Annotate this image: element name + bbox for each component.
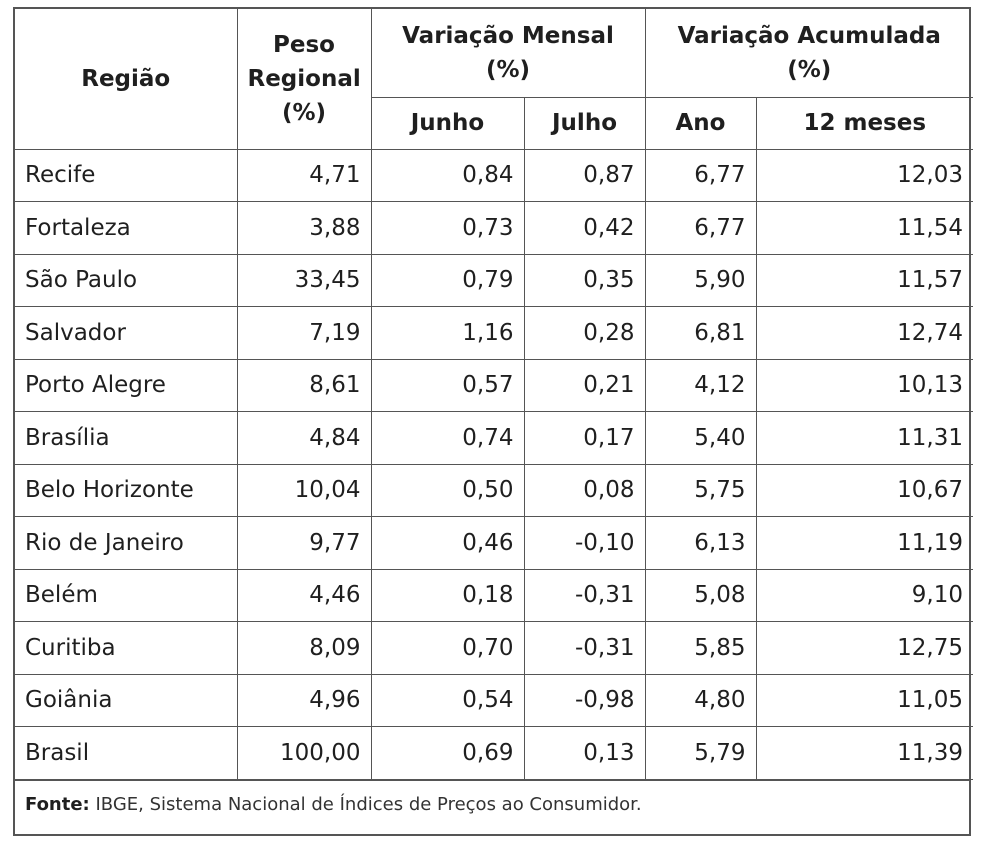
cell-12-meses: 11,31	[756, 412, 973, 465]
cell-ano: 5,90	[645, 254, 756, 307]
header-ano: Ano	[645, 97, 756, 149]
table-row	[15, 359, 973, 412]
cell-julho: 0,42	[524, 202, 645, 255]
table-row	[15, 674, 973, 727]
cell-julho: -0,98	[524, 674, 645, 727]
cell-12-meses: 12,75	[756, 622, 973, 675]
cell-regiao: Fortaleza	[15, 202, 237, 255]
table-row	[15, 569, 973, 622]
cell-12-meses: 9,10	[756, 569, 973, 622]
table-row	[15, 254, 973, 307]
cell-ano: 4,80	[645, 674, 756, 727]
cell-ano: 6,13	[645, 517, 756, 570]
cell-junho: 0,57	[371, 359, 524, 412]
header-variacao-mensal: Variação Mensal (%)	[371, 9, 645, 97]
header-variacao-acumulada: Variação Acumulada (%)	[645, 9, 973, 97]
cell-12-meses: 11,54	[756, 202, 973, 255]
table-row	[15, 149, 973, 202]
cell-peso-regional: 10,04	[237, 464, 371, 517]
cell-12-meses: 11,39	[756, 727, 973, 780]
cell-ano: 5,08	[645, 569, 756, 622]
table-row	[15, 307, 973, 360]
cell-ano: 5,40	[645, 412, 756, 465]
header-regiao: Região	[15, 9, 237, 149]
cell-peso-regional: 33,45	[237, 254, 371, 307]
cell-12-meses: 12,74	[756, 307, 973, 360]
cell-regiao: São Paulo	[15, 254, 237, 307]
cell-junho: 1,16	[371, 307, 524, 360]
cell-junho: 0,46	[371, 517, 524, 570]
header-12-meses: 12 meses	[756, 97, 973, 149]
cell-regiao: Porto Alegre	[15, 359, 237, 412]
cell-junho: 0,70	[371, 622, 524, 675]
cell-ano: 5,79	[645, 727, 756, 780]
cell-regiao: Recife	[15, 149, 237, 202]
cell-regiao: Goiânia	[15, 674, 237, 727]
table-row	[15, 622, 973, 675]
source-label: Fonte:	[25, 793, 90, 815]
cell-ano: 5,85	[645, 622, 756, 675]
cell-julho: 0,28	[524, 307, 645, 360]
table-row	[15, 202, 973, 255]
cell-peso-regional: 100,00	[237, 727, 371, 780]
cell-julho: 0,08	[524, 464, 645, 517]
cell-julho: -0,10	[524, 517, 645, 570]
cell-ano: 6,77	[645, 149, 756, 202]
cell-peso-regional: 4,96	[237, 674, 371, 727]
cell-12-meses: 10,13	[756, 359, 973, 412]
header-julho: Julho	[524, 97, 645, 149]
cell-junho: 0,74	[371, 412, 524, 465]
cell-regiao: Rio de Janeiro	[15, 517, 237, 570]
cell-julho: 0,21	[524, 359, 645, 412]
cell-peso-regional: 3,88	[237, 202, 371, 255]
header-peso-regional: Peso Regional (%)	[237, 9, 371, 149]
cell-12-meses: 12,03	[756, 149, 973, 202]
regional-inflation-table	[15, 9, 973, 780]
cell-regiao: Brasil	[15, 727, 237, 780]
inflation-table-frame	[13, 7, 971, 836]
cell-peso-regional: 4,84	[237, 412, 371, 465]
cell-peso-regional: 8,61	[237, 359, 371, 412]
table-row	[15, 464, 973, 517]
cell-junho: 0,50	[371, 464, 524, 517]
cell-julho: -0,31	[524, 622, 645, 675]
cell-julho: -0,31	[524, 569, 645, 622]
cell-junho: 0,79	[371, 254, 524, 307]
cell-regiao: Curitiba	[15, 622, 237, 675]
cell-12-meses: 11,57	[756, 254, 973, 307]
cell-peso-regional: 4,71	[237, 149, 371, 202]
source-text: IBGE, Sistema Nacional de Índices de Preços ao Consumidor.	[89, 793, 642, 815]
cell-ano: 6,81	[645, 307, 756, 360]
cell-regiao: Belém	[15, 569, 237, 622]
cell-julho: 0,87	[524, 149, 645, 202]
cell-ano: 5,75	[645, 464, 756, 517]
cell-peso-regional: 4,46	[237, 569, 371, 622]
header-junho: Junho	[371, 97, 524, 149]
cell-peso-regional: 9,77	[237, 517, 371, 570]
cell-12-meses: 10,67	[756, 464, 973, 517]
cell-junho: 0,84	[371, 149, 524, 202]
table-row	[15, 727, 973, 780]
cell-regiao: Belo Horizonte	[15, 464, 237, 517]
cell-ano: 4,12	[645, 359, 756, 412]
table-row	[15, 412, 973, 465]
cell-12-meses: 11,19	[756, 517, 973, 570]
cell-julho: 0,17	[524, 412, 645, 465]
cell-junho: 0,18	[371, 569, 524, 622]
table-source-note	[15, 780, 969, 829]
table-body	[15, 149, 973, 779]
cell-julho: 0,13	[524, 727, 645, 780]
table-row	[15, 517, 973, 570]
cell-regiao: Brasília	[15, 412, 237, 465]
cell-peso-regional: 7,19	[237, 307, 371, 360]
cell-regiao: Salvador	[15, 307, 237, 360]
cell-ano: 6,77	[645, 202, 756, 255]
cell-julho: 0,35	[524, 254, 645, 307]
cell-junho: 0,69	[371, 727, 524, 780]
cell-12-meses: 11,05	[756, 674, 973, 727]
cell-junho: 0,54	[371, 674, 524, 727]
cell-peso-regional: 8,09	[237, 622, 371, 675]
cell-junho: 0,73	[371, 202, 524, 255]
